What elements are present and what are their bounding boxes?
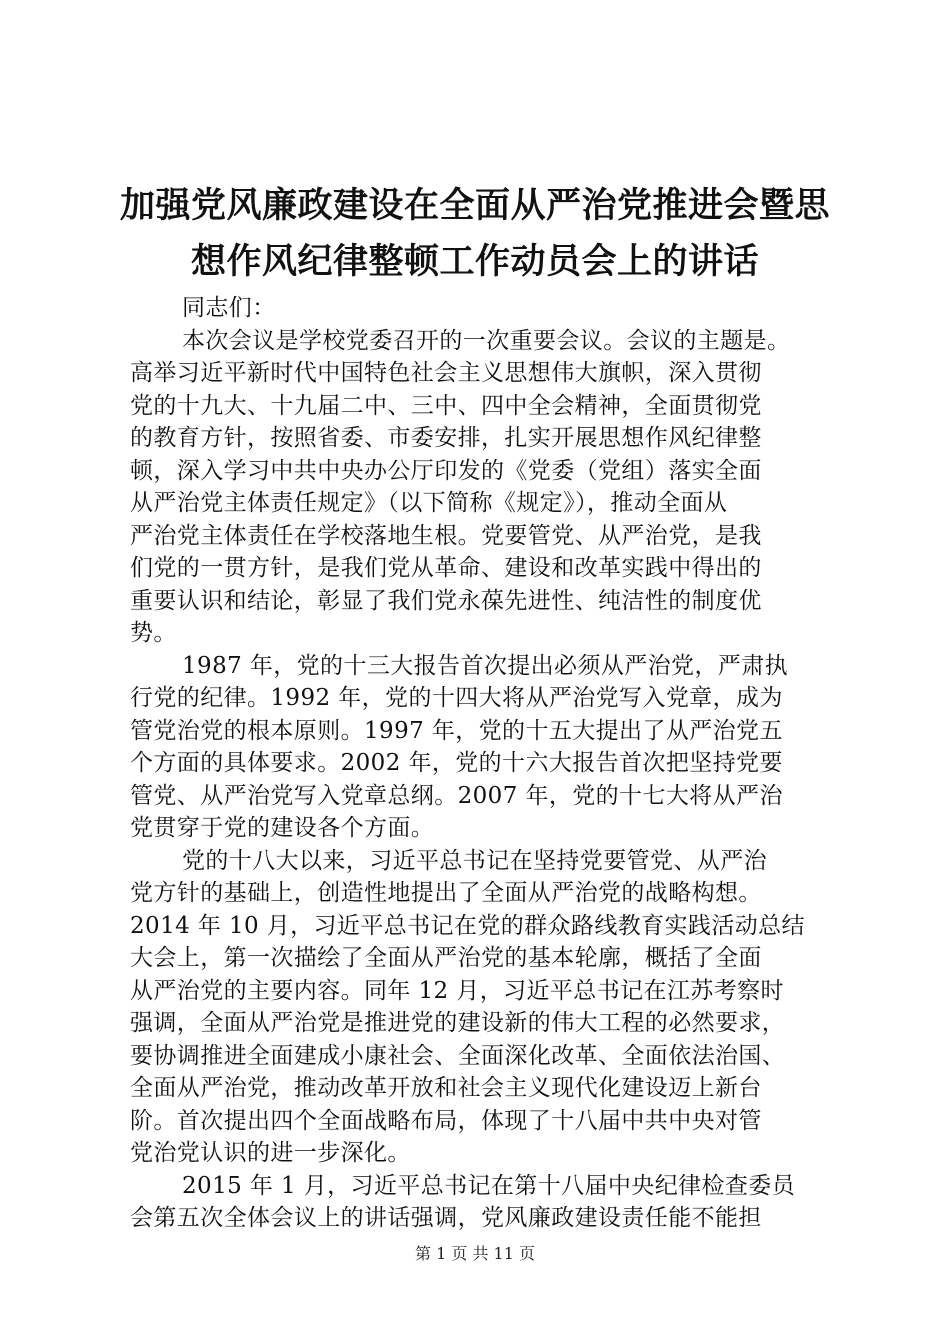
body-line: 党方针的基础上，创造性地提出了全面从严治党的战略构想。 (130, 880, 762, 906)
body-line: 顿，深入学习中共中央办公厅印发的《党委（党组）落实全面 (130, 457, 762, 484)
body-line: 从严治党的主要内容。同年 12 月，习近平总书记在江苏考察时 (130, 977, 784, 1004)
body-line: 党治党认识的进一步深化。 (130, 1140, 411, 1166)
body-line: 本次会议是学校党委召开的一次重要会议。会议的主题是。 (182, 327, 791, 354)
title-line-1: 加强党风廉政建设在全面从严治党推进会暨思 (119, 185, 830, 226)
salutation: 同志们： (182, 295, 276, 321)
body-line: 要协调推进全面建成小康社会、全面深化改革、全面依法治国、 (130, 1042, 786, 1069)
title-line-2: 想作风纪律整顿工作动员会上的讲话 (190, 241, 759, 282)
body-line: 党的十九大、十九届二中、三中、四中全会精神，全面贯彻党 (130, 392, 762, 419)
body-line: 高举习近平新时代中国特色社会主义思想伟大旗帜，深入贯彻 (130, 360, 762, 386)
body-line: 2015 年 1 月，习近平总书记在第十八届中央纪律检查委员 (182, 1172, 796, 1199)
body-line: 强调，全面从严治党是推进党的建设新的伟大工程的必然要求， (130, 1010, 786, 1036)
body-line: 1987 年，党的十三大报告首次提出必须从严治党，严肃执 (182, 652, 789, 679)
body-line: 大会上，第一次描绘了全面从严治党的基本轮廓，概括了全面 (130, 945, 762, 971)
body-line: 严治党主体责任在学校落地生根。党要管党、从严治党，是我 (130, 522, 762, 549)
body-line: 党的十八大以来，习近平总书记在坚持党要管党、从严治 (182, 847, 767, 874)
body-line: 2014 年 10 月，习近平总书记在党的群众路线教育实践活动总结 (130, 912, 805, 939)
body-line: 们党的一贯方针，是我们党从革命、建设和改革实践中得出的 (130, 555, 762, 581)
body-line: 党贯穿于党的建设各个方面。 (130, 815, 435, 841)
page-footer: 第 1 页 共 11 页 (415, 1244, 535, 1263)
body-line: 个方面的具体要求。2002 年，党的十六大报告首次把坚持党要 (130, 750, 783, 776)
body-line: 势。 (130, 620, 177, 646)
body-line: 管党治党的根本原则。1997 年，党的十五大提出了从严治党五 (130, 717, 783, 744)
body-line: 会第五次全体会议上的讲话强调，党风廉政建设责任能不能担 (130, 1205, 762, 1231)
body-line: 的教育方针，按照省委、市委安排，扎实开展思想作风纪律整 (130, 425, 762, 451)
body-line: 重要认识和结论，彰显了我们党永葆先进性、纯洁性的制度优 (130, 587, 762, 614)
document-title (100, 178, 850, 290)
body-line: 行党的纪律。1992 年，党的十四大将从严治党写入党章，成为 (130, 685, 783, 711)
document-body (130, 292, 845, 1235)
body-line: 阶。首次提出四个全面战略布局，体现了十八届中共中央对管 (130, 1107, 762, 1134)
body-line: 全面从严治党，推动改革开放和社会主义现代化建设迈上新台 (130, 1075, 762, 1101)
body-line: 从严治党主体责任规定》（以下简称《规定》），推动全面从 (130, 490, 728, 516)
body-line: 管党、从严治党写入党章总纲。2007 年，党的十七大将从严治 (130, 782, 783, 809)
